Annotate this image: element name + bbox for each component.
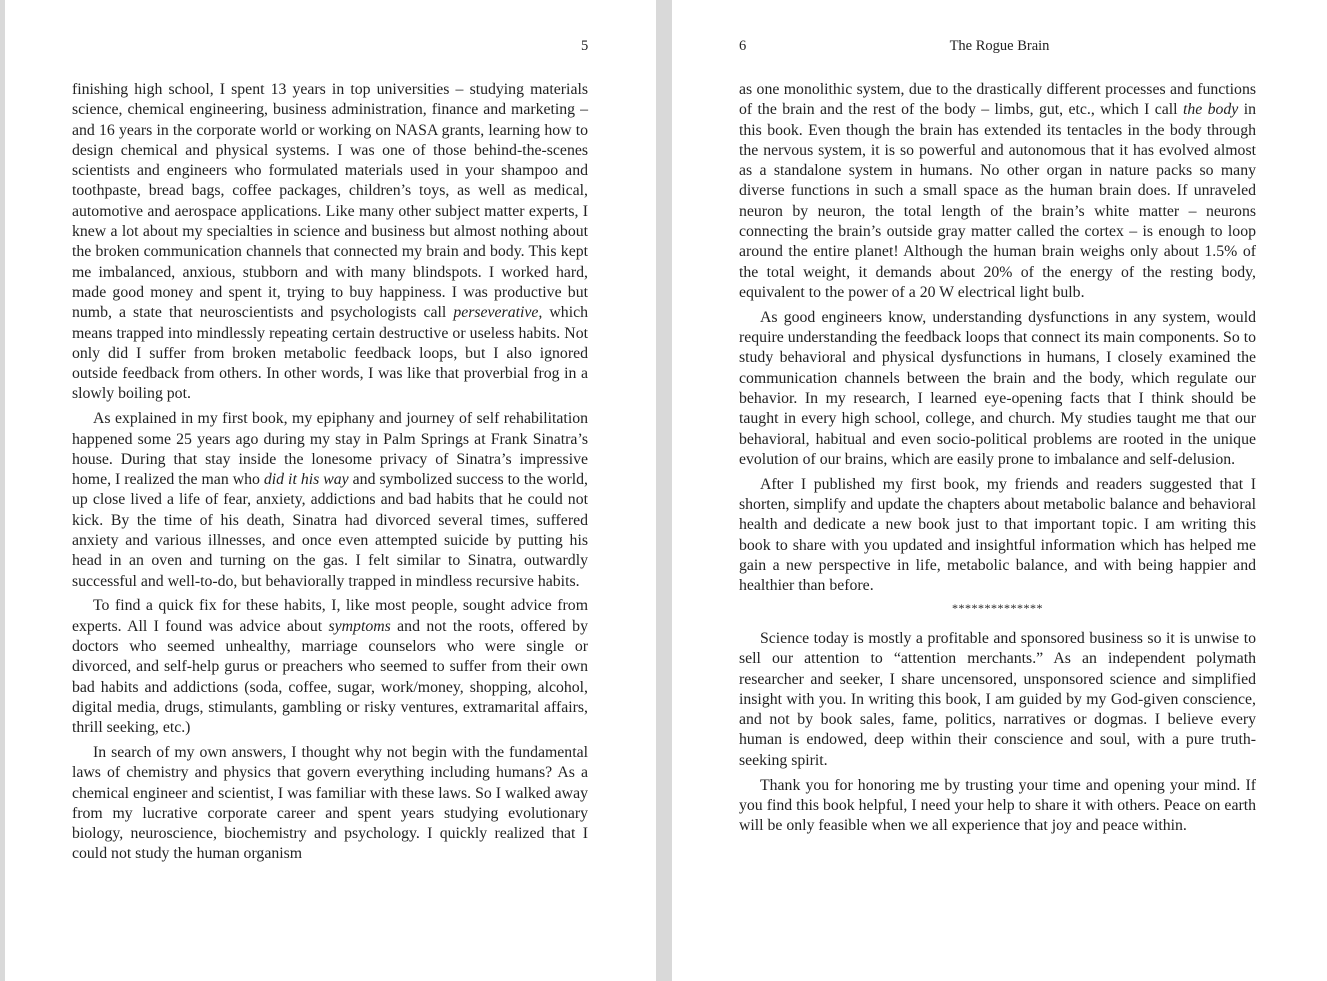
italic-term: the body bbox=[1182, 101, 1239, 119]
paragraph bbox=[72, 409, 588, 592]
right-page bbox=[672, 0, 1327, 981]
paragraph bbox=[72, 80, 588, 405]
text-segment: As explained in my first book, my epiphany and journey of self rehabilitation happened some 25 years ago during my stay in Palm Springs at Frank Sinatra’s house. During that stay inside the lonesome privacy of Sinatra’s impressive home, I realized the man who bbox=[72, 410, 588, 489]
text-segment: In search of my own answers, I thought why not begin with the fundamental laws of chemistry and physics that govern everything including humans? As a chemical engineer and scientist, I was familiar with these laws. So I walked away from my lucrative corporate career and spent years studying evolutionary biology, neuroscience, biochemistry and psychology. I quickly realized that I could not study the human organism bbox=[72, 744, 588, 863]
text-segment: finishing high school, I spent 13 years in top universities – studying materials science, chemical engineering, business administration, finance and marketing – and 16 years in the corporate world or working on NASA grants, learning how to design chemical and physical systems. I was one of those behind-the-scenes scientists and engineers who formulated materials used in your shampoo and toothpaste, bread bags, coffee packages, children’s toys, as well as medical, automotive and aerospace applications. Like many other subject matter experts, I knew a lot about my specialties in science and business but almost nothing about the broken communication channels that connected my brain and body. This kept me imbalanced, anxious, stubborn and with many blindspots. I worked hard, made good money and spent it, trying to buy happiness. I was productive but numb, a state that neuroscientists and psychologists call bbox=[72, 81, 588, 322]
running-head: The Rogue Brain bbox=[949, 38, 1050, 54]
body-text bbox=[72, 80, 588, 865]
text-segment: As good engineers know, understanding dysfunctions in any system, would require understanding the feedback loops that connect its main components. So to study behavioral and physical dysfunctions in humans, I closely examined the communication channels between the brain and the body, which regulate our behavior. In my research, I learned eye-opening facts that I think should be taught in every high school, college, and church. My studies taught me that our behavioral, habitual and even socio-political problems are rooted in the unique evolution of our brains, which are easily prone to imbalance and self-delusion. bbox=[739, 308, 1256, 468]
text-segment: and symbolized success to the world, up close lived a life of fear, anxiety, addictions and bad habits that he could not kick. By the time of his death, Sinatra had divorced several times, suffered anxiety and various illnesses, and once even attempted suicide by putting his head in an oven and turning on the gas. I felt similar to Sinatra, outwardly successful and well-to-do, but behaviorally trapped in mindless recursive habits. bbox=[72, 471, 588, 590]
text-segment: After I published my first book, my friends and readers suggested that I shorten, simplify and update the chapters about metabolic balance and behavioral health and dedicate a new book just to that important topic. I am writing this book to share with you updated and insightful information which has helped me gain a new perspective in life, metabolic balance, and with being happier and healthier than before. bbox=[739, 475, 1256, 595]
paragraph bbox=[739, 308, 1256, 470]
text-segment: and not the roots, offered by doctors who seemed unhealthy, marriage counselors who were single or divorced, and self-help gurus or preachers who seemed to suffer from their own bad habits and addictions (soda, coffee, sugar, work/money, shopping, alcohol, digital media, drugs, stimulants, gambling or risky ventures, extramarital affairs, thrill seeking, etc.) bbox=[72, 617, 588, 737]
text-segment: which means trapped into mindlessly repeating certain destructive or useless habits. Not only did I suffer from broken metabolic feedback loops, but I also ignored outside feedback from others. In other words, I was like that proverbial frog in a slowly boiling pot. bbox=[72, 304, 588, 403]
text-segment: in this book. Even though the brain has extended its tentacles in the body through the nervous system, it is so powerful and autonomous that it has evolved almost as a standalone system in humans. No other organ in nature packs so many diverse functions in such a small space as the human brain does. If unraveled neuron by neuron, the total length of the brain’s white matter – neurons connecting the brain’s outside gray matter called the cortex – is enough to loop around the entire planet! Although the human brain weighs only about 1.5% of the total weight, it demands about 20% of the energy of the resting body, equivalent to the power of a 20 W electrical light bulb. bbox=[739, 101, 1256, 301]
italic-phrase: did it his way bbox=[263, 471, 349, 489]
text-segment: Science today is mostly a profitable and sponsored business so it is unwise to sell our attention to “attention merchants.” As an independent polymath researcher and seeker, I share uncensored, unsponsored science and simplified insight with you. In writing this book, I am guided by my God-given conscience, and not by book sales, fame, politics, narratives or dogmas. I believe every human is endowed, deep within their conscience and soul, with a pure truth-seeking spirit. bbox=[739, 629, 1256, 769]
paragraph bbox=[72, 743, 588, 865]
left-page bbox=[5, 0, 656, 981]
italic-term: symptoms bbox=[328, 617, 391, 635]
text-segment: To find a quick fix for these habits, I, like most people, sought advice from experts. All I found was advice about bbox=[72, 597, 588, 635]
paragraph bbox=[72, 596, 588, 738]
italic-term: perseverative, bbox=[453, 304, 543, 322]
text-segment: Thank you for honoring me by trusting your time and opening your mind. If you find this book helpful, I need your help to share it with others. Peace on earth will be only feasible when we all experience that joy and peace within. bbox=[739, 776, 1256, 835]
section-separator: ************** bbox=[952, 600, 1043, 615]
body-text bbox=[739, 80, 1256, 836]
page-number: 6 bbox=[739, 38, 747, 54]
paragraph bbox=[739, 776, 1256, 837]
paragraph bbox=[739, 629, 1256, 771]
text-segment: as one monolithic system, due to the drastically different processes and functions of the brain and the rest of the body – limbs, gut, etc., which I call bbox=[739, 81, 1256, 119]
paragraph bbox=[739, 80, 1256, 303]
page-number: 5 bbox=[581, 38, 589, 54]
paragraph bbox=[739, 475, 1256, 597]
